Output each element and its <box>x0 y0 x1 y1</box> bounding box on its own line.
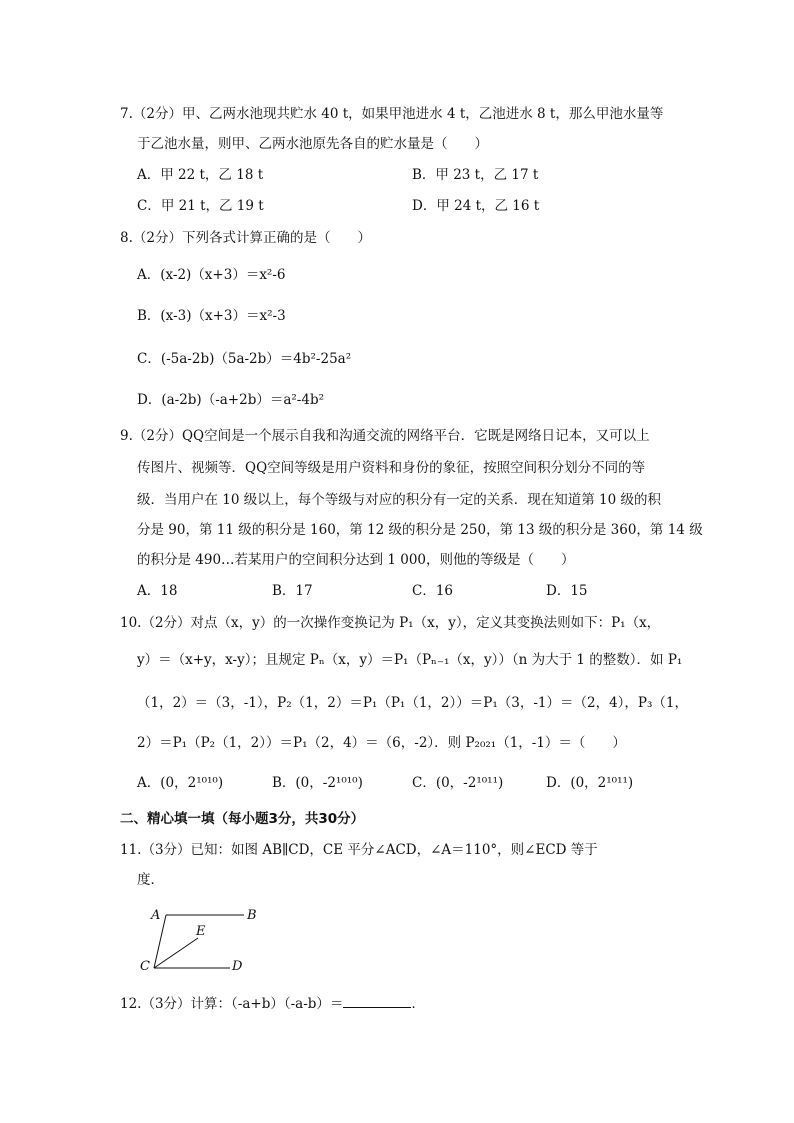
q10-stem-line2: y）＝（x+y，x-y）；且规定 Pₙ（x，y）＝P₁（Pₙ₋₁（x，y））（n 为大于 1 的整数）．如 P₁ <box>137 652 683 668</box>
q8-option-d: D．(a-2b)（-a+2b）＝a²-4b² <box>137 392 325 408</box>
q7-option-b: B．甲 23 t，乙 17 t <box>412 167 539 183</box>
q11-stem-line1: 11.（3分）已知：如图 AB∥CD，CE 平分∠ACD，∠A＝110°，则∠ECD 等于 <box>120 842 598 858</box>
q10-option-a: A．(0，2¹⁰¹⁰) <box>137 775 224 791</box>
q10-stem-line3: （1，2）＝（3，-1），P₂（1，2）＝P₁（P₁（1，2））＝P₁（3，-1）＝（2，4），P₃（1， <box>137 695 689 711</box>
q9-stem-line3: 级．当用户在 10 级以上，每个等级与对应的积分有一定的关系．现在知道第 10 级的积 <box>137 492 662 508</box>
q12-stem-text: 12.（3分）计算：（-a+b）（-a-b）＝ <box>120 996 344 1012</box>
label-d: D <box>232 959 243 974</box>
q8-option-a: A．(x-2)（x+3）＝x²-6 <box>137 267 286 283</box>
q9-option-a: A．18 <box>137 583 178 599</box>
q9-stem-line2: 传图片、视频等．QQ空间等级是用户资料和身份的象征，按照空间积分划分不同的等 <box>137 460 646 476</box>
q9-option-c: C．16 <box>412 583 454 599</box>
q9-option-d: D．15 <box>546 583 588 599</box>
q7-option-a: A．甲 22 t，乙 18 t <box>137 167 264 183</box>
q10-option-b: B．(0，-2¹⁰¹⁰) <box>272 775 363 791</box>
segment-ce <box>154 938 198 968</box>
q7-stem-line2: 于乙池水量，则甲、乙两水池原先各自的贮水量是（ ） <box>137 136 488 152</box>
q8-stem: 8.（2分）下列各式计算正确的是（ ） <box>120 230 371 246</box>
q10-option-d: D．(0，2¹⁰¹¹) <box>546 775 634 791</box>
q10-stem-line1: 10.（2分）对点（x，y）的一次操作变换记为 P₁（x，y），定义其变换法则如下：P₁（x， <box>120 615 661 631</box>
q7-option-c: C．甲 21 t，乙 19 t <box>137 198 264 214</box>
q9-stem-line4: 分是 90，第 11 级的积分是 160，第 12 级的积分是 250，第 13 级的积分是 360，第 14 级 <box>137 522 703 538</box>
q8-option-b: B．(x-3)（x+3）＝x²-3 <box>137 308 286 324</box>
parallel-lines-figure <box>136 902 266 977</box>
q9-stem-line1: 9.（2分）QQ空间是一个展示自我和沟通交流的网络平台．它既是网络日记本，又可以上 <box>120 428 650 444</box>
q11-stem-line2: 度． <box>137 872 164 888</box>
label-b: B <box>247 908 257 923</box>
q9-stem-line5: 的积分是 490…若某用户的空间积分达到 1 000，则他的等级是（ ） <box>137 552 575 568</box>
q8-option-c: C．(-5a-2b)（5a-2b）＝4b²-25a² <box>137 351 352 367</box>
label-e: E <box>196 924 206 939</box>
section-title: 二、精心填一填（每小题3分，共30分） <box>120 811 365 827</box>
q10-stem-line4: 2）＝P₁（P₂（1，2））＝P₁（2，4）＝（6，-2）．则 P₂₀₂₁（1，-1）＝（ ） <box>137 735 626 751</box>
q10-option-c: C．(0，-2¹⁰¹¹) <box>412 775 504 791</box>
q9-option-b: B．17 <box>272 583 313 599</box>
label-c: C <box>140 959 150 974</box>
q12-stem-end: ． <box>411 996 425 1012</box>
q12-stem <box>120 993 425 1014</box>
q12-answer-blank[interactable] <box>343 993 411 1008</box>
label-a: A <box>151 908 161 923</box>
q7-stem-line1: 7.（2分）甲、乙两水池现共贮水 40 t，如果甲池进水 4 t，乙池进水 8 t，那么甲池水量等 <box>120 106 664 122</box>
q7-option-d: D．甲 24 t，乙 16 t <box>412 198 540 214</box>
